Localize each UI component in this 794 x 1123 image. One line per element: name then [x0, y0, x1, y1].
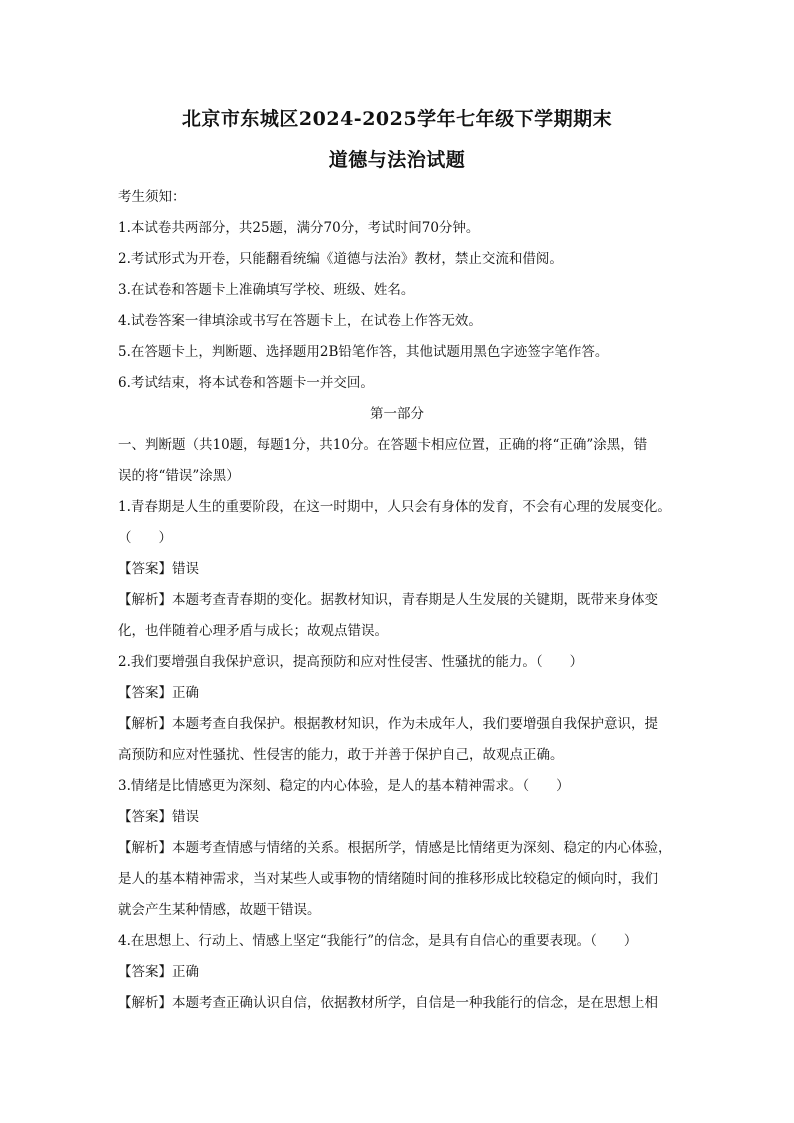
analysis-line: 【解析】本题考查正确认识自信，依据教材所学，自信是一种我能行的信念，是在思想上相	[118, 995, 658, 1011]
notice-item: 4.试卷答案一律填涂或书写在答题卡上，在试卷上作答无效。	[118, 313, 482, 329]
question-blank: （ ）	[118, 530, 172, 546]
answer-line: 【答案】错误	[118, 561, 199, 577]
analysis-line: 就会产生某种情感，故题干错误。	[118, 902, 321, 918]
question-text: 4.在思想上、行动上、情感上坚定“我能行”的信念，是具有自信心的重要表现。（ ）	[118, 933, 638, 949]
section-heading-cont: 误的将“错误”涂黑）	[118, 468, 240, 484]
notice-item: 6.考试结束，将本试卷和答题卡一并交回。	[118, 375, 374, 391]
answer-line: 【答案】正确	[118, 685, 199, 701]
section-heading: 一、判断题（共10题，每题1分，共10分。在答题卡相应位置，正确的将“正确”涂黑，错	[118, 437, 648, 453]
page-subtitle: 道德与法治试题	[328, 149, 466, 171]
notice-item: 2.考试形式为开卷，只能翻看统编《道德与法治》教材，禁止交流和借阅。	[118, 251, 563, 267]
analysis-line: 是人的基本精神需求，当对某些人或事物的情绪随时间的推移形成比较稳定的倾向时，我们	[118, 871, 658, 887]
question-text: 3.情绪是比情感更为深刻、稳定的内心体验，是人的基本精神需求。（ ）	[118, 778, 570, 794]
notice-item: 5.在答题卡上，判断题、选择题用2B铅笔作答，其他试题用黑色字迹签字笔作答。	[118, 344, 609, 360]
page-title: 北京市东城区2024-2025学年七年级下学期期末	[181, 108, 613, 130]
notice-heading: 考生须知：	[118, 189, 186, 205]
question-text: 2.我们要增强自我保护意识，提高预防和应对性侵害、性骚扰的能力。（ ）	[118, 654, 584, 670]
analysis-line: 【解析】本题考查情感与情绪的关系。根据所学，情感是比情绪更为深刻、稳定的内心体验，	[118, 840, 672, 856]
analysis-line: 【解析】本题考查自我保护。根据教材知识，作为未成年人，我们要增强自我保护意识，提	[118, 716, 658, 732]
question-text: 1.青春期是人生的重要阶段，在这一时期中，人只会有身体的发育，不会有心理的发展变化。	[118, 499, 671, 515]
analysis-line: 高预防和应对性骚扰、性侵害的能力，敢于并善于保护自己，故观点正确。	[118, 747, 564, 763]
answer-line: 【答案】错误	[118, 809, 199, 825]
analysis-line: 【解析】本题考查青春期的变化。据教材知识，青春期是人生发展的关键期，既带来身体变	[118, 592, 658, 608]
answer-line: 【答案】正确	[118, 964, 199, 980]
part-title: 第一部分	[370, 406, 424, 422]
analysis-line: 化，也伴随着心理矛盾与成长；故观点错误。	[118, 623, 388, 639]
notice-item: 3.在试卷和答题卡上准确填写学校、班级、姓名。	[118, 282, 415, 298]
notice-item: 1.本试卷共两部分，共25题，满分70分，考试时间70分钟。	[118, 220, 480, 236]
